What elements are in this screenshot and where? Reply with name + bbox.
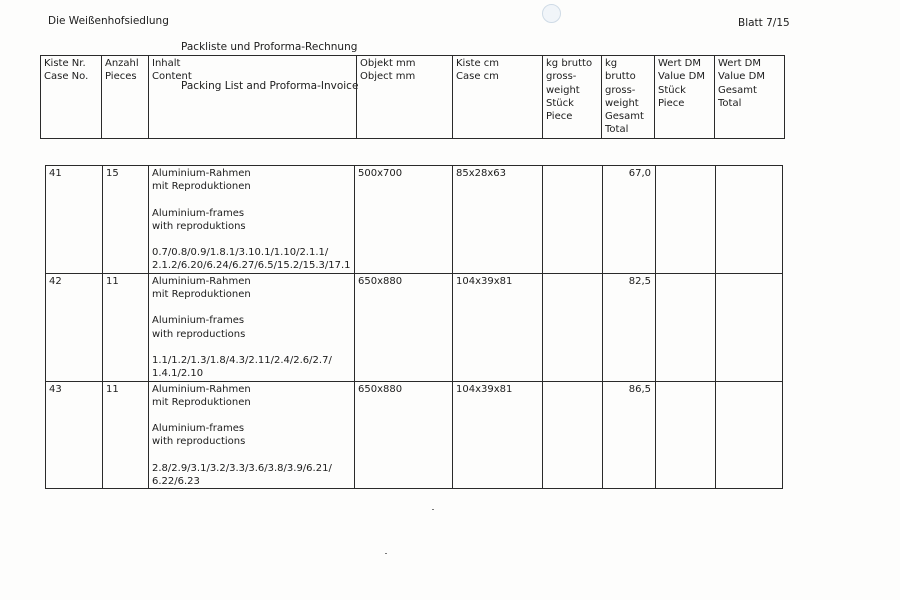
- case-no-cell: 42: [46, 273, 103, 381]
- table-row: [46, 381, 783, 489]
- kg-piece-cell: [543, 166, 603, 274]
- case-cm-cell: 104x39x81: [453, 273, 543, 381]
- header-content: Inhalt Content: [149, 56, 357, 139]
- case-no-cell: 41: [46, 166, 103, 274]
- content-cell: [149, 381, 355, 489]
- pieces-cell: 15: [103, 166, 149, 274]
- scan-speck: [385, 553, 387, 554]
- header-kg-total: kg brutto gross- weight Gesamt Total: [602, 56, 655, 139]
- item-numbers: 1.1/1.2/1.3/1.8/4.3/2.11/2.4/2.6/2.7/ 1.4.1/2.10: [152, 354, 332, 380]
- content-german: Aluminium-Rahmen mit Reproduktionen: [152, 275, 251, 301]
- value-total-cell: [716, 273, 783, 381]
- title-german: Packliste und Proforma-Rechnung: [181, 41, 358, 53]
- document-title: Die Weißenhofsiedlung: [48, 15, 169, 27]
- value-piece-cell: [656, 166, 716, 274]
- case-cm-cell: 104x39x81: [453, 381, 543, 489]
- header-case-cm: Kiste cm Case cm: [453, 56, 543, 139]
- content-german: Aluminium-Rahmen mit Reproduktionen: [152, 168, 251, 193]
- kg-piece-cell: [543, 381, 603, 489]
- case-no-cell: 43: [46, 381, 103, 489]
- object-mm-cell: 500x700: [355, 166, 453, 274]
- content-german: Aluminium-Rahmen mit Reproduktionen: [152, 383, 251, 408]
- item-numbers: 0.7/0.8/0.9/1.8.1/3.10.1/1.10/2.1.1/ 2.1.2/6.20/6.24/6.27/6.5/15.2/15.3/17.1: [152, 247, 351, 272]
- packing-list-table: [45, 165, 783, 489]
- kg-total-cell: 82,5: [603, 273, 656, 381]
- content-english: Aluminium-frames with reproductions: [152, 315, 246, 340]
- header-value-total: Wert DM Value DM Gesamt Total: [715, 56, 785, 139]
- kg-total-cell: 86,5: [603, 381, 656, 489]
- content-cell: [149, 273, 355, 381]
- kg-piece-cell: [543, 273, 603, 381]
- object-mm-cell: 650x880: [355, 381, 453, 489]
- pieces-cell: 11: [103, 273, 149, 381]
- value-total-cell: [716, 381, 783, 489]
- item-numbers: 2.8/2.9/3.1/3.2/3.3/3.6/3.8/3.9/6.21/ 6.22/6.23: [152, 462, 332, 488]
- page-number: Blatt 7/15: [738, 17, 790, 29]
- case-cm-cell: 85x28x63: [453, 166, 543, 274]
- object-mm-cell: 650x880: [355, 273, 453, 381]
- header-pieces: Anzahl Pieces: [102, 56, 149, 139]
- value-total-cell: [716, 166, 783, 274]
- pieces-cell: 11: [103, 381, 149, 489]
- table-row: [46, 166, 783, 274]
- title-english: Packing List and Proforma-Invoice: [181, 80, 359, 92]
- table-row: [46, 273, 783, 381]
- column-header-table: [40, 55, 785, 139]
- header-value-piece: Wert DM Value DM Stück Piece: [655, 56, 715, 139]
- content-english: Aluminium-frames with reproductions: [152, 423, 246, 448]
- content-cell: [149, 166, 355, 274]
- kg-total-cell: 67,0: [603, 166, 656, 274]
- header-kg-piece: kg brutto gross- weight Stück Piece: [543, 56, 602, 139]
- content-english: Aluminium-frames with reproduktions: [152, 207, 246, 232]
- value-piece-cell: [656, 381, 716, 489]
- punch-hole: [542, 4, 561, 23]
- header-case-no: Kiste Nr. Case No.: [41, 56, 102, 139]
- value-piece-cell: [656, 273, 716, 381]
- scan-speck: [432, 509, 434, 510]
- header-object-mm: Objekt mm Object mm: [357, 56, 453, 139]
